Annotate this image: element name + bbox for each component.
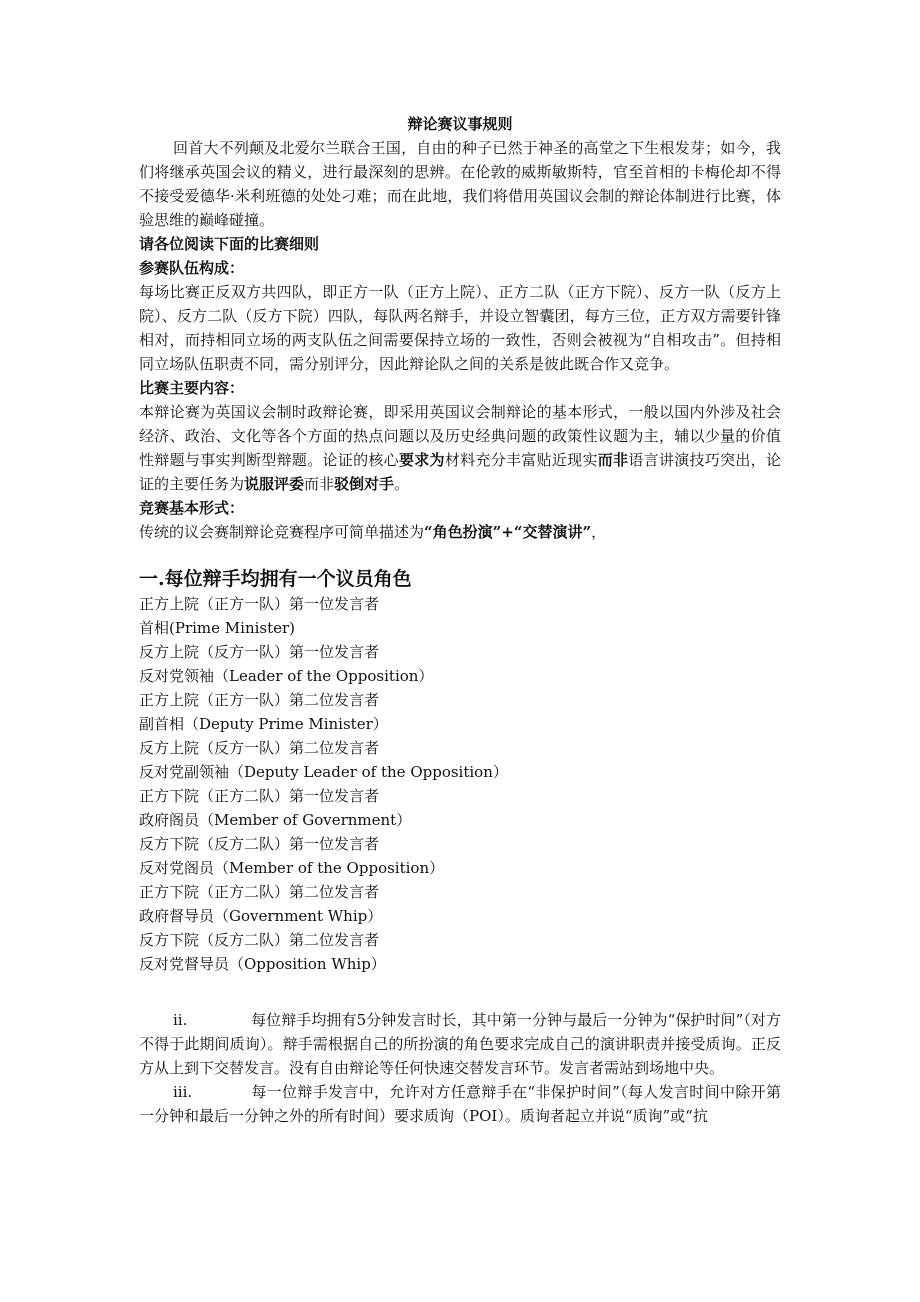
role-line: 反方上院（反方一队）第一位发言者 [139,643,380,661]
content-emphasis: 而非 [597,451,629,469]
content-emphasis: 驳倒对手 [334,475,395,493]
role-line: 反方下院（反方二队）第一位发言者 [139,835,380,853]
team-heading: 参赛队伍构成： [139,259,245,277]
content-emphasis: 要求为 [398,451,445,469]
format-emphasis: “角色扮演”+“交替演讲” [424,523,592,541]
content-emphasis: 说服评委 [244,475,305,493]
content-text: 。 [394,475,410,493]
role-line: 副首相（Deputy Prime Minister） [139,715,388,733]
role-line: 首相(Prime Minister) [139,619,296,637]
role-line: 正方上院（正方一队）第一位发言者 [139,595,380,613]
role-line: 反对党副领袖（Deputy Leader of the Opposition） [139,763,508,781]
page-title: 辩论赛议事规则 [407,115,513,133]
rule-number: ii. [173,1011,188,1029]
content-text: 本辩论赛为英国议会制时政辩论赛，即采用英国议会制辩论的基本形式，一般以国内外涉及社会经济、政治、文化等各个方面的热点问题以及历史经典问题的政策性议题为主，辅以少量的价值性辩题与事实判断型辩题。论证的核心 [139,403,781,469]
role-line: 反对党阁员（Member of the Opposition） [139,859,445,877]
role-line: 正方上院（正方一队）第二位发言者 [139,691,380,709]
format-text: 传统的议会赛制辩论竞赛程序可简单描述为 [139,523,425,541]
content-heading: 比赛主要内容： [139,379,245,397]
notice-heading: 请各位阅读下面的比赛细则 [139,235,320,253]
roles-list [139,592,781,976]
document-body [139,112,781,1128]
content-paragraph [139,400,781,496]
rule-text: 每一位辩手发言中，允许对方任意辩手在“非保护时间”（每人发言时间中除开第一分钟和最后一分钟之外的所有时间）要求质询（POI）。质询者起立并说“质询”或“抗 [139,1083,781,1125]
rule-item-ii [139,1008,781,1080]
content-text: 语言讲演技巧突出，论证的主要任务为 [139,451,781,493]
content-text: 材料充分丰富贴近现实 [444,451,598,469]
format-paragraph [139,520,781,544]
intro-paragraph: 回首大不列颠及北爱尔兰联合王国，自由的种子已然于神圣的高堂之下生根发芽；如今，我们将继承英国会议的精义，进行最深刻的思辨。在伦敦的威斯敏斯特，官至首相的卡梅伦却不得不接受爱德华·米利班德的处处刁难；而在此地，我们将借用英国议会制的辩论体制进行比赛，体验思维的巅峰碰撞。 [139,139,781,229]
role-line: 政府督导员（Government Whip） [139,907,383,925]
role-line: 正方下院（正方二队）第二位发言者 [139,883,380,901]
role-line: 反对党督导员（Opposition Whip） [139,955,386,973]
role-line: 正方下院（正方二队）第一位发言者 [139,787,380,805]
format-heading: 竞赛基本形式： [139,499,245,517]
rule-text: 每位辩手均拥有5分钟发言时长，其中第一分钟与最后一分钟为“保护时间”（对方不得于此期间质询）。辩手需根据自己的所扮演的角色要求完成自己的演讲职责并接受质询。正反方从上到下交替发言。没有自由辩论等任何快速交替发言环节。发言者需站到场地中央。 [139,1011,781,1077]
rule-number: iii. [173,1083,193,1101]
role-line: 反方下院（反方二队）第二位发言者 [139,931,380,949]
team-paragraph: 每场比赛正反双方共四队，即正方一队（正方上院）、正方二队（正方下院）、反方一队（反方上院）、反方二队（反方下院）四队，每队两名辩手，并设立智囊团，每方三位，正方双方需要针锋相对，而持相同立场的两支队伍之间需要保持立场的一致性，否则会被视为“自相攻击”。但持相同立场队伍职责不同，需分别评分，因此辩论队之间的关系是彼此既合作又竞争。 [139,283,781,373]
role-line: 反方上院（反方一队）第二位发言者 [139,739,380,757]
content-text: 而非 [304,475,335,493]
role-line: 政府阁员（Member of Government） [139,811,412,829]
rule-item-iii [139,1080,781,1128]
role-line: 反对党领袖（Leader of the Opposition） [139,667,434,685]
format-text: ， [591,523,607,541]
section-heading: 一.每位辩手均拥有一个议员角色 [139,568,412,590]
